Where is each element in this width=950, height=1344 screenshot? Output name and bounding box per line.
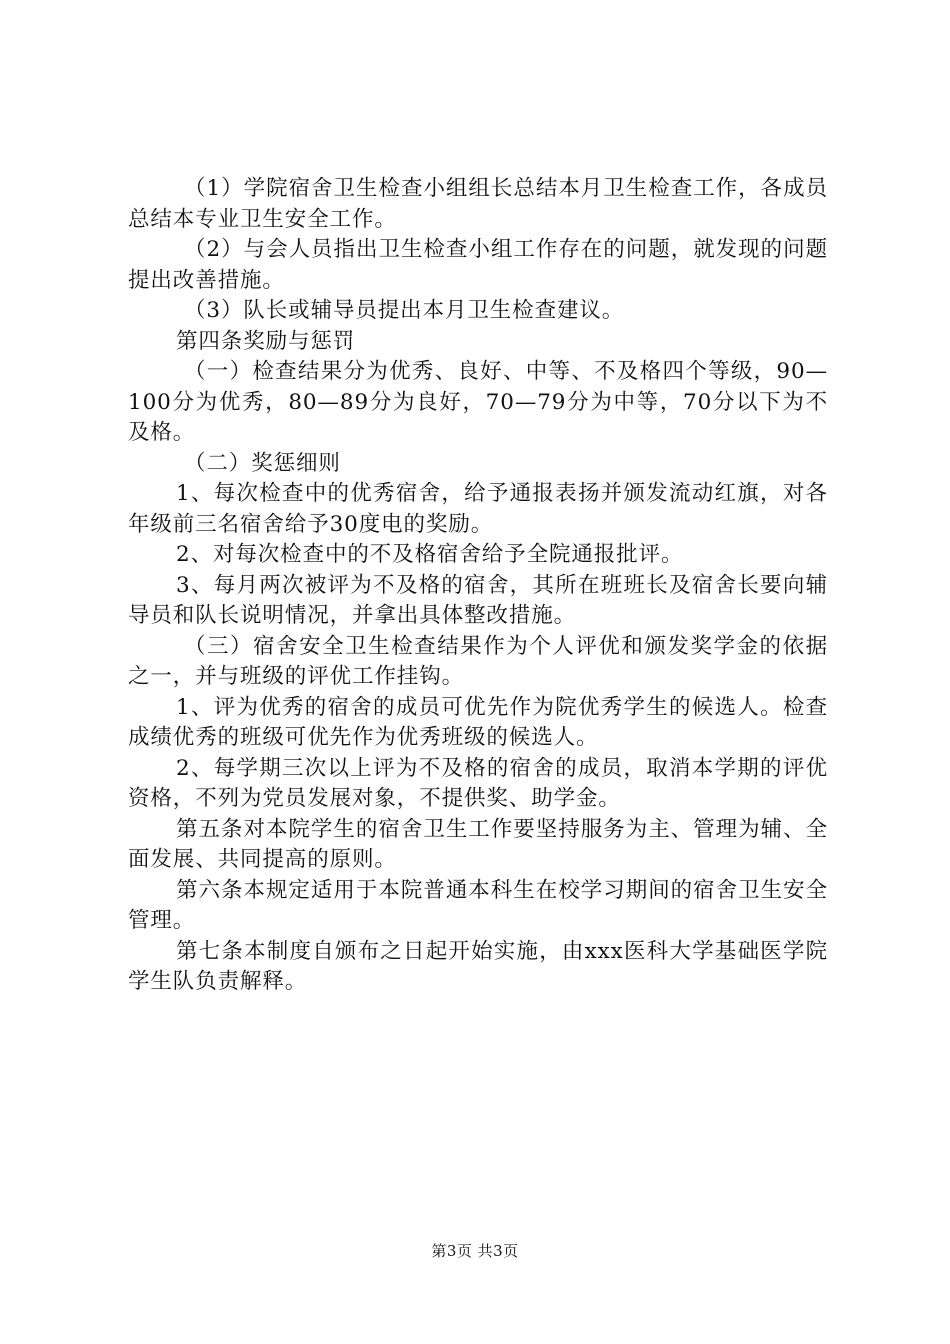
document-body bbox=[128, 174, 828, 998]
page-footer bbox=[0, 1241, 950, 1261]
paragraph-3: （3）队长或辅导员提出本月卫生检查建议。 bbox=[184, 298, 625, 323]
paragraph-article-5: 第五条对本院学生的宿舍卫生工作要坚持服务为主、管理为辅、全面发展、共同提高的原则。 bbox=[128, 816, 828, 872]
paragraph-5: （一）检查结果分为优秀、良好、中等、不及格四个等级，90—100分为优秀，80—89分为良好，70—79分为中等，70分以下为不及格。 bbox=[128, 359, 828, 445]
paragraph-9: 3、每月两次被评为不及格的宿舍，其所在班班长及宿舍长要向辅导员和队长说明情况，并拿出具体整改措施。 bbox=[128, 572, 828, 628]
paragraph-8: 2、对每次检查中的不及格宿舍给予全院通报批评。 bbox=[176, 542, 684, 567]
paragraph-2: （2）与会人员指出卫生检查小组工作存在的问题，就发现的问题提出改善措施。 bbox=[128, 237, 828, 293]
paragraph-11: 1、评为优秀的宿舍的成员可优先作为院优秀学生的候选人。检查成绩优秀的班级可优先作为优秀班级的候选人。 bbox=[128, 694, 828, 750]
paragraph-12: 2、每学期三次以上评为不及格的宿舍的成员，取消本学期的评优资格，不列为党员发展对象，不提供奖、助学金。 bbox=[128, 755, 828, 811]
paragraph-6: （二）奖惩细则 bbox=[184, 450, 341, 476]
paragraph-10: （三）宿舍安全卫生检查结果作为个人评优和颁发奖学金的依据之一，并与班级的评优工作挂钩。 bbox=[128, 633, 828, 689]
section-heading-article-4: 第四条奖励与惩罚 bbox=[176, 328, 356, 354]
paragraph-article-7: 第七条本制度自颁布之日起开始实施，由xxx医科大学基础医学院学生队负责解释。 bbox=[128, 938, 828, 994]
paragraph-7: 1、每次检查中的优秀宿舍，给予通报表扬并颁发流动红旗，对各年级前三名宿舍给予30度电的奖励。 bbox=[128, 481, 828, 537]
page-number-label: 第3页 共3页 bbox=[431, 1242, 519, 1260]
paragraph-article-6: 第六条本规定适用于本院普通本科生在校学习期间的宿舍卫生安全管理。 bbox=[128, 877, 828, 933]
paragraph-1: （1）学院宿舍卫生检查小组组长总结本月卫生检查工作，各成员总结本专业卫生安全工作。 bbox=[128, 176, 828, 232]
